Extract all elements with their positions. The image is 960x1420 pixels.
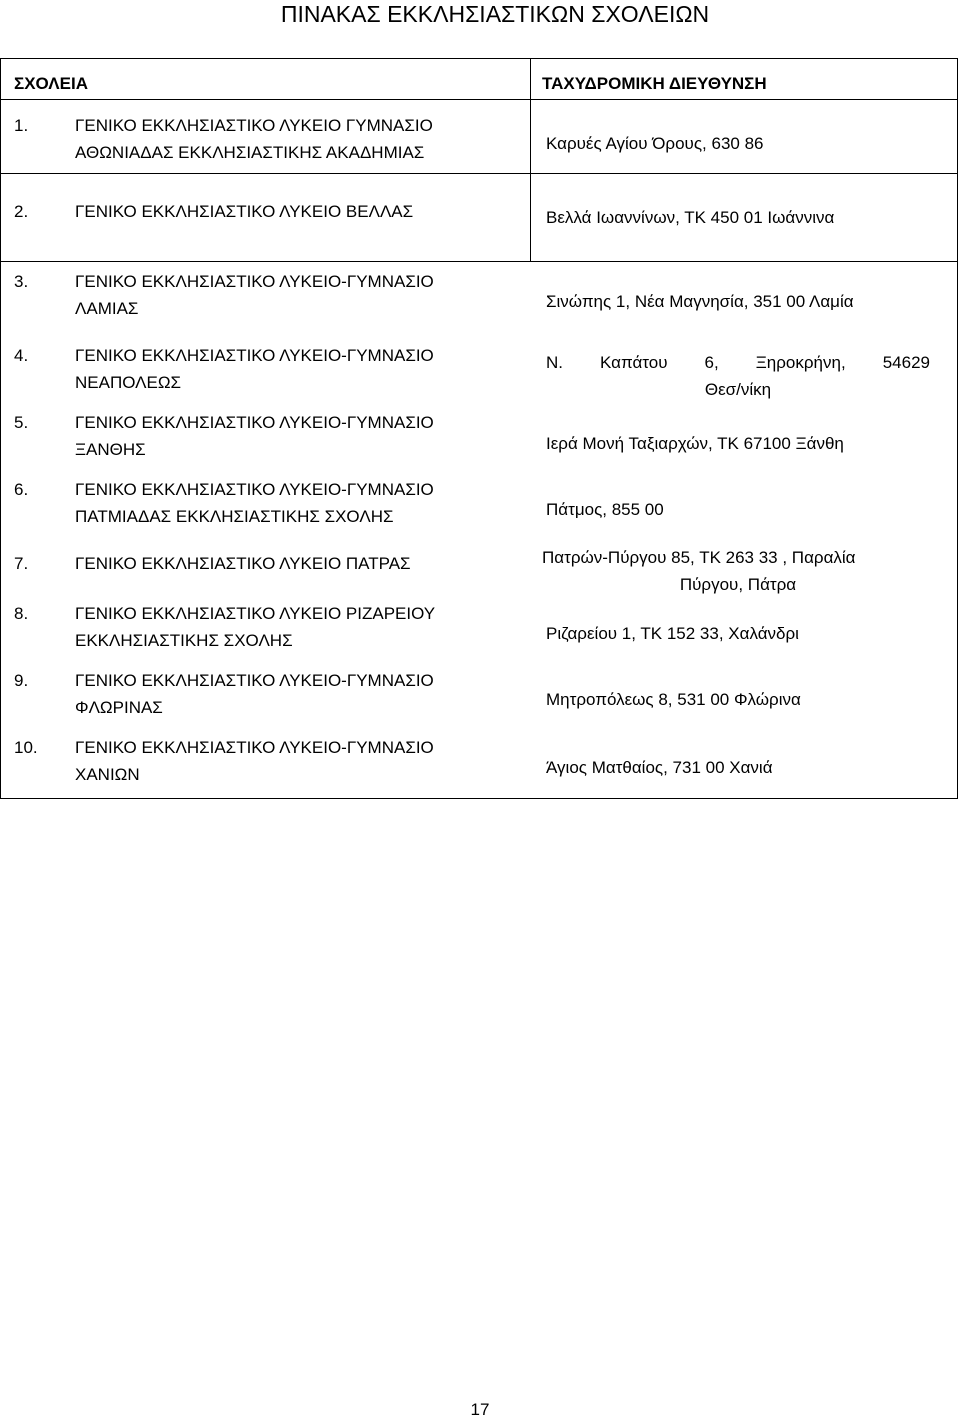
page-title: ΠΙΝΑΚΑΣ ΕΚΚΛΗΣΙΑΣΤΙΚΩΝ ΣΧΟΛΕΙΩΝ	[280, 1, 710, 27]
school-name-line: ΓΕΝΙΚΟ ΕΚΚΛΗΣΙΑΣΤΙΚΟ ΛΥΚΕΙΟ-ΓΥΜΝΑΣΙΟ	[75, 738, 434, 757]
address-row-7	[542, 544, 934, 598]
school-name-line: ΞΑΝΘΗΣ	[75, 440, 146, 459]
page-number: 17	[470, 1400, 490, 1419]
school-name-line: ΓΕΝΙΚΟ ΕΚΚΛΗΣΙΑΣΤΙΚΟ ΛΥΚΕΙΟ-ΓΥΜΝΑΣΙΟ	[75, 480, 434, 499]
school-name	[75, 734, 485, 788]
school-name-line: ΓΕΝΙΚΟ ΕΚΚΛΗΣΙΑΣΤΙΚΟ ΛΥΚΕΙΟ-ΓΥΜΝΑΣΙΟ	[75, 671, 434, 690]
school-name-line: ΦΛΩΡΙΝΑΣ	[75, 698, 163, 717]
header-schools: ΣΧΟΛΕΙΑ	[14, 74, 88, 93]
school-name: ΓΕΝΙΚΟ ΕΚΚΛΗΣΙΑΣΤΙΚΟ ΛΥΚΕΙΟ ΠΑΤΡΑΣ	[75, 554, 411, 573]
school-name	[75, 667, 485, 721]
header-address: ΤΑΧΥΔΡΟΜΙΚΗ ΔΙΕΥΘΥΝΣΗ	[542, 74, 767, 93]
row-divider	[1, 99, 957, 100]
school-number: 10.	[14, 738, 38, 757]
school-number: 6.	[14, 480, 29, 499]
column-divider	[530, 59, 531, 262]
school-number: 1.	[14, 116, 29, 135]
school-name-line: ΕΚΚΛΗΣΙΑΣΤΙΚΗΣ ΣΧΟΛΗΣ	[75, 631, 293, 650]
school-number: 5.	[14, 413, 29, 432]
school-name-line: ΛΑΜΙΑΣ	[75, 299, 139, 318]
address-row-6: Πάτμος, 855 00	[546, 500, 664, 519]
school-name: ΓΕΝΙΚΟ ΕΚΚΛΗΣΙΑΣΤΙΚΟ ΛΥΚΕΙΟ ΒΕΛΛΑΣ	[75, 202, 414, 221]
schools-table	[0, 58, 958, 799]
address-line: Πατρών-Πύργου 85, ΤΚ 263 33 , Παραλία	[542, 548, 856, 567]
address-row-2: Βελλά Ιωαννίνων, ΤΚ 450 01 Ιωάννινα	[546, 208, 835, 227]
address-row-4	[546, 349, 930, 403]
school-name-line: ΧΑΝΙΩΝ	[75, 765, 140, 784]
row-divider	[1, 173, 957, 174]
school-number: 7.	[14, 554, 29, 573]
address-row-8: Ριζαρείου 1, ΤΚ 152 33, Χαλάνδρι	[546, 624, 799, 643]
school-number: 3.	[14, 272, 29, 291]
school-number: 2.	[14, 202, 29, 221]
school-name	[75, 409, 485, 463]
school-name-line: ΠΑΤΜΙΑΔΑΣ ΕΚΚΛΗΣΙΑΣΤΙΚΗΣ ΣΧΟΛΗΣ	[75, 507, 394, 526]
school-name-line: ΓΕΝΙΚΟ ΕΚΚΛΗΣΙΑΣΤΙΚΟ ΛΥΚΕΙΟ-ΓΥΜΝΑΣΙΟ	[75, 346, 434, 365]
address-line: Ν. Καπάτου 6, Ξηροκρήνη, 54629	[546, 353, 930, 372]
row-divider	[1, 261, 957, 262]
address-row-1: Καρυές Αγίου Όρους, 630 86	[546, 134, 764, 153]
address-line: Πύργου, Πάτρα	[679, 575, 797, 594]
address-line: Θεσ/νίκη	[704, 380, 772, 399]
school-name	[75, 600, 485, 654]
school-name-line: ΓΕΝΙΚΟ ΕΚΚΛΗΣΙΑΣΤΙΚΟ ΛΥΚΕΙΟ ΓΥΜΝΑΣΙΟ	[75, 116, 433, 135]
school-name-line: ΓΕΝΙΚΟ ΕΚΚΛΗΣΙΑΣΤΙΚΟ ΛΥΚΕΙΟ-ΓΥΜΝΑΣΙΟ	[75, 413, 434, 432]
school-number: 9.	[14, 671, 29, 690]
school-name	[75, 268, 485, 322]
school-name-line: ΝΕΑΠΟΛΕΩΣ	[75, 373, 182, 392]
address-row-5: Ιερά Μονή Ταξιαρχών, ΤΚ 67100 Ξάνθη	[546, 434, 844, 453]
school-name-line: ΓΕΝΙΚΟ ΕΚΚΛΗΣΙΑΣΤΙΚΟ ΛΥΚΕΙΟ-ΓΥΜΝΑΣΙΟ	[75, 272, 434, 291]
address-row-3: Σινώπης 1, Νέα Μαγνησία, 351 00 Λαμία	[546, 292, 854, 311]
address-row-10: Άγιος Ματθαίος, 731 00 Χανιά	[546, 758, 773, 777]
school-name	[75, 112, 485, 166]
school-name	[75, 342, 485, 396]
school-name-line: ΑΘΩΝΙΑΔΑΣ ΕΚΚΛΗΣΙΑΣΤΙΚΗΣ ΑΚΑΔΗΜΙΑΣ	[75, 143, 425, 162]
school-name-line: ΓΕΝΙΚΟ ΕΚΚΛΗΣΙΑΣΤΙΚΟ ΛΥΚΕΙΟ ΡΙΖΑΡΕΙΟΥ	[75, 604, 436, 623]
address-row-9: Μητροπόλεως 8, 531 00 Φλώρινα	[546, 690, 801, 709]
school-name	[75, 476, 485, 530]
school-number: 8.	[14, 604, 29, 623]
school-number: 4.	[14, 346, 29, 365]
